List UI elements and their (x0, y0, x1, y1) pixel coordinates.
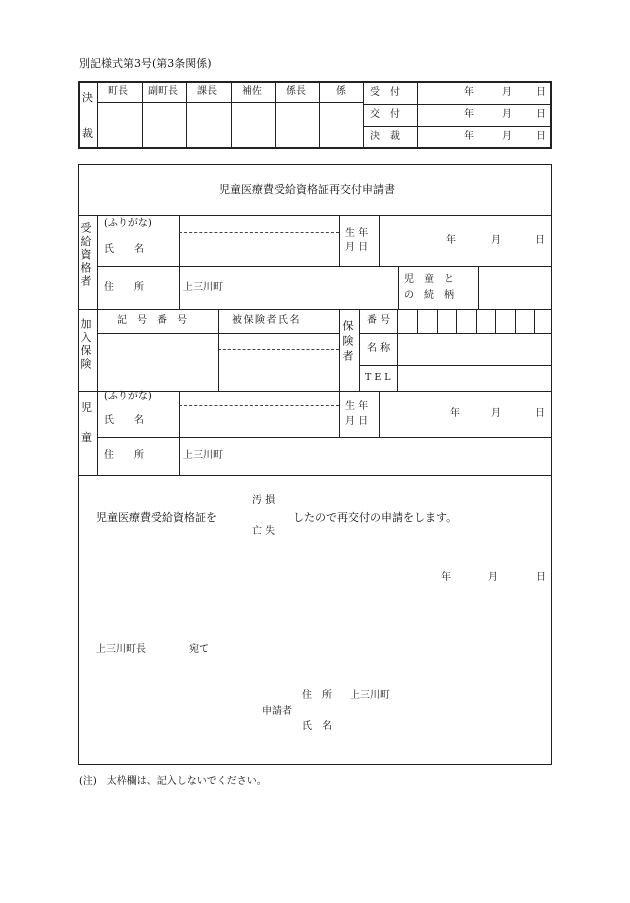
relation-label-top: 児 童 と (404, 274, 454, 285)
day-label: 日 (536, 109, 546, 120)
addressee: 上三川町長 (96, 644, 146, 655)
option-lost[interactable]: 亡 失 (252, 526, 276, 537)
recipient-name-field[interactable] (180, 236, 338, 264)
recipient-address-label: 住 所 (104, 282, 144, 293)
footnote: (注) 太枠欄は、記入しないでください。 (79, 776, 267, 787)
child-birth-label-top: 生 年 (345, 401, 369, 412)
insured-name-label: 被保険者氏名 (232, 315, 301, 326)
date-day: 日 (536, 572, 546, 583)
applicant-name-label: 氏 名 (302, 721, 332, 732)
insurer-tel-label: T E L (365, 372, 391, 383)
col-unit-chief: 係長 (286, 86, 306, 97)
month-label: 月 (502, 131, 512, 142)
status-received-label: 受 付 (370, 87, 400, 98)
recipient-address-value[interactable]: 上三川町 (183, 282, 223, 293)
child-name-label: 氏 名 (104, 415, 144, 426)
date-year: 年 (441, 572, 451, 583)
recipient-birth-field[interactable] (380, 216, 551, 265)
child-section-label-1: 児 (81, 401, 92, 414)
month-label: 月 (502, 87, 512, 98)
status-approved-label: 決 裁 (370, 131, 400, 142)
insurer-label: 保険者 (341, 320, 354, 365)
child-address-value[interactable]: 上三川町 (183, 450, 223, 461)
insurance-section-label: 加入保険 (79, 318, 92, 371)
addressee-suffix: 宛て (189, 644, 209, 655)
relation-label-bottom: の 続 柄 (404, 290, 454, 301)
child-address-label: 住 所 (104, 450, 144, 461)
insured-name-field[interactable] (219, 334, 338, 390)
child-birth-label-bottom: 月 日 (345, 416, 369, 427)
relation-field[interactable] (479, 267, 551, 308)
col-deputy-mayor: 副町長 (148, 86, 178, 97)
form-number: 別記様式第3号(第3条関係) (79, 57, 212, 70)
date-month: 月 (488, 572, 498, 583)
child-birth-field[interactable] (380, 392, 551, 436)
recipient-section-label: 受給資格者 (79, 222, 92, 288)
insurer-tel-field[interactable] (398, 366, 551, 390)
recipient-birth-label-top: 生 年 (345, 228, 369, 239)
recipient-furigana-field[interactable] (180, 218, 338, 231)
recipient-furigana-label: (ふりがな) (104, 218, 152, 229)
child-furigana-field[interactable] (180, 392, 338, 404)
symbol-number-label: 記 号 番 号 (117, 315, 187, 326)
symbol-number-field[interactable] (98, 334, 217, 390)
approval-label-bottom: 裁 (82, 127, 93, 140)
statement-suffix: したので再交付の申請をします。 (293, 511, 458, 524)
year-label: 年 (464, 131, 474, 142)
child-section-label-2: 童 (81, 431, 92, 444)
recipient-name-label: 氏 名 (104, 244, 144, 255)
recipient-birth-year: 年 (446, 235, 456, 246)
col-section-chief: 課長 (197, 86, 217, 97)
month-label: 月 (502, 109, 512, 120)
recipient-birth-month: 月 (491, 235, 501, 246)
insurer-name-field[interactable] (398, 334, 551, 364)
col-assistant: 補佐 (242, 86, 262, 97)
applicant-label: 申請者 (262, 706, 292, 717)
child-name-field[interactable] (180, 408, 338, 436)
recipient-birth-day: 日 (535, 235, 545, 246)
statement-prefix: 児童医療費受給資格証を (96, 511, 217, 524)
recipient-birth-label-bottom: 月 日 (345, 242, 369, 253)
year-label: 年 (464, 109, 474, 120)
insurer-name-label: 名 称 (367, 343, 391, 354)
form-title: 児童医療費受給資格証再交付申請書 (219, 183, 395, 196)
child-birth-year: 年 (450, 408, 460, 419)
applicant-address-value[interactable]: 上三川町 (350, 690, 390, 701)
day-label: 日 (536, 131, 546, 142)
applicant-name-field[interactable] (350, 718, 530, 734)
col-mayor: 町長 (108, 86, 128, 97)
child-birth-month: 月 (491, 408, 501, 419)
approval-label-top: 決 (82, 91, 93, 104)
day-label: 日 (536, 87, 546, 98)
child-birth-day: 日 (535, 408, 545, 419)
col-staff: 係 (336, 86, 346, 97)
child-furigana-label: (ふりがな) (104, 391, 152, 402)
insurer-number-field[interactable] (398, 310, 551, 332)
year-label: 年 (464, 87, 474, 98)
applicant-address-label: 住 所 (302, 690, 332, 701)
insurer-number-label: 番 号 (367, 315, 391, 326)
status-issued-label: 交 付 (370, 109, 400, 120)
option-damaged[interactable]: 汚 損 (252, 495, 276, 506)
